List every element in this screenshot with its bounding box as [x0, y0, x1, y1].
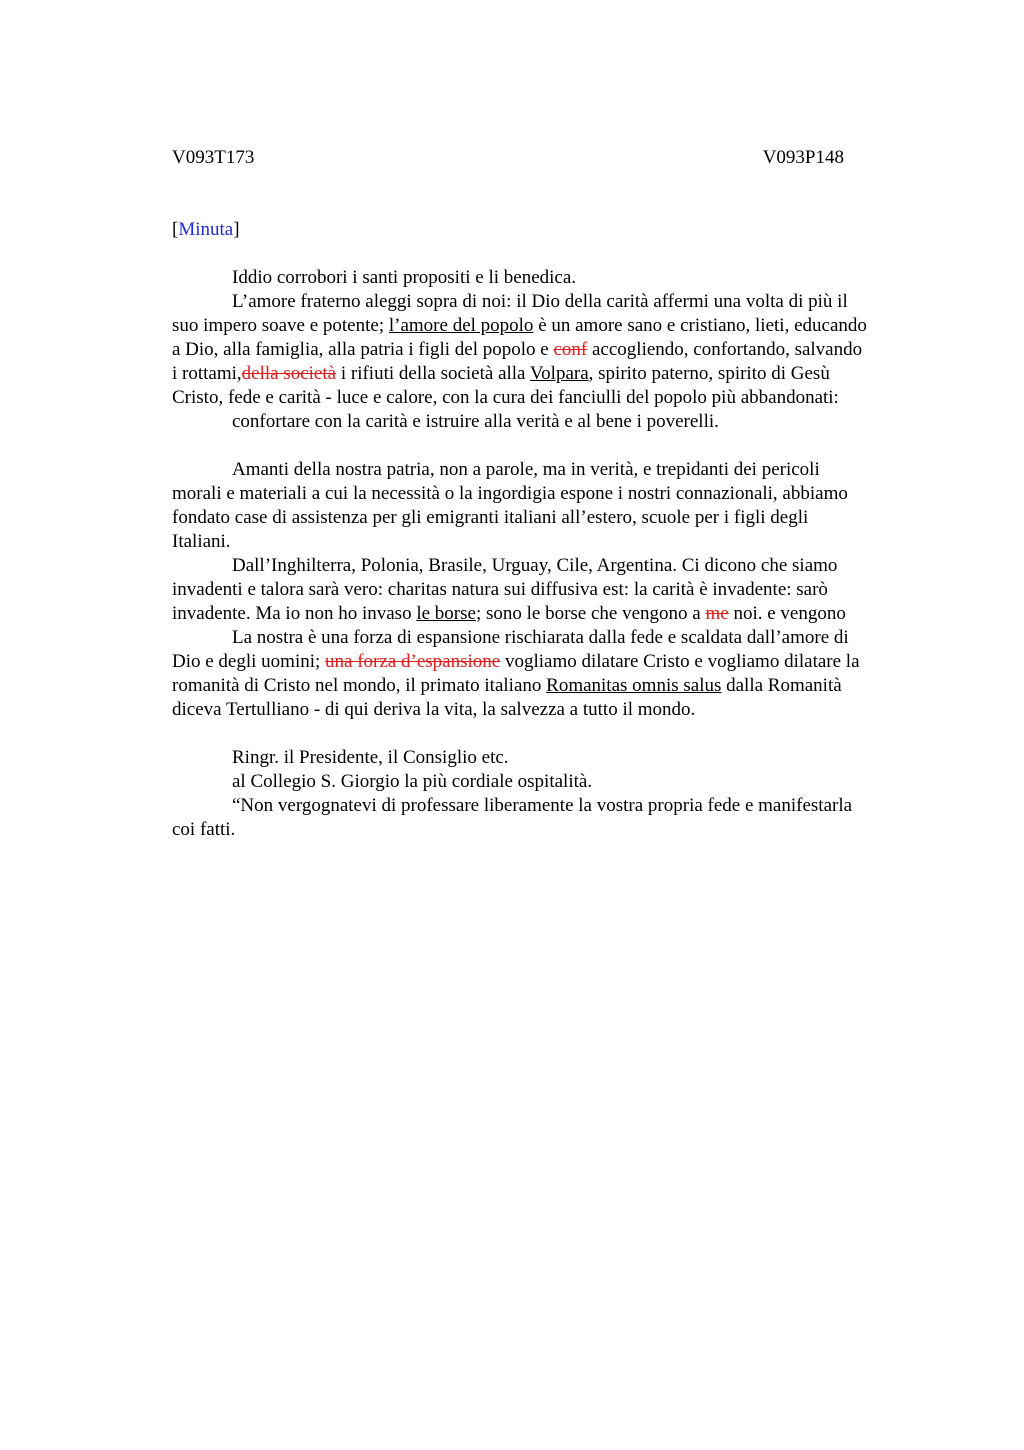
label-text: Minuta — [178, 219, 234, 240]
paragraph-4 — [172, 458, 932, 554]
p4-line-4: Italiani. — [172, 531, 231, 552]
underlined-text: l’amore del popolo — [388, 315, 534, 336]
paragraph-8: al Collegio S. Giorgio la più cordiale ospitalità. — [232, 771, 593, 792]
p4-line-2: morali e materiali a cui la necessità o la ingordigia espone i nostri connazionali, abbiamo — [172, 483, 848, 504]
p5-line-3 — [172, 602, 932, 626]
underlined-text: le borse — [416, 603, 476, 624]
label-bracket-open: [ — [172, 219, 179, 240]
paragraph-3: confortare con la carità e istruire alla verità e al bene i poverelli. — [232, 411, 719, 432]
p5-line-1: Dall’Inghilterra, Polonia, Brasile, Urguay, Cile, Argentina. Ci dicono che siamo — [232, 555, 838, 576]
underlined-text: Romanitas omnis salus — [546, 675, 722, 696]
paragraph-6 — [172, 626, 932, 722]
paragraph-gap — [172, 434, 932, 458]
text-run: vogliamo dilatare Cristo e vogliamo dilatare la — [500, 651, 860, 672]
p6-line-4: diceva Tertulliano - di qui deriva la vita, la salvezza a tutto il mondo. — [172, 699, 696, 720]
paragraph-5 — [172, 554, 932, 626]
text-run: , spirito paterno, spirito di Gesù — [588, 363, 830, 384]
p2-line-1: L’amore fraterno aleggi sopra di noi: il Dio della carità affermi una volta di più il — [232, 291, 848, 312]
text-run: ; sono le borse che vengono a — [475, 603, 706, 624]
text-run: invadente. Ma io non ho invaso — [172, 603, 417, 624]
p9-line-2: coi fatti. — [172, 819, 236, 840]
deleted-text: una forza d’espansione — [325, 651, 501, 672]
p6-line-2 — [172, 650, 932, 674]
paragraph-1: Iddio corrobori i santi propositi e li benedica. — [232, 267, 577, 288]
page-header — [172, 146, 844, 170]
p2-line-3 — [172, 338, 932, 362]
paragraph-9 — [172, 794, 932, 842]
deleted-text: me — [705, 603, 729, 624]
document-code-left: V093T173 — [172, 147, 255, 168]
label-bracket-close: ] — [233, 219, 240, 240]
text-run: a Dio, alla famiglia, alla patria i figli del popolo e — [172, 339, 554, 360]
p5-line-2: invadenti e talora sarà vero: charitas natura sui diffusiva est: la carità è invadente: sarò — [172, 579, 828, 600]
p2-line-5: Cristo, fede e carità - luce e calore, con la cura dei fanciulli del popolo più abbandonati: — [172, 387, 839, 408]
underlined-text: Volpara — [529, 363, 589, 384]
document-body — [172, 266, 932, 842]
text-run: i rifiuti della società alla — [336, 363, 530, 384]
p2-line-4 — [172, 362, 932, 386]
p2-line-2 — [172, 314, 932, 338]
text-run: Dio e degli uomini; — [172, 651, 326, 672]
text-run: dalla Romanità — [721, 675, 842, 696]
document-code-right: V093P148 — [762, 147, 844, 168]
text-run: romanità di Cristo nel mondo, il primato italiano — [172, 675, 547, 696]
text-run: suo impero soave e potente; — [172, 315, 389, 336]
section-label — [172, 218, 240, 242]
p6-line-1: La nostra è una forza di espansione rischiarata dalla fede e scaldata dall’amore di — [232, 627, 849, 648]
p4-line-1: Amanti della nostra patria, non a parole, ma in verità, e trepidanti dei pericoli — [232, 459, 820, 480]
text-run: noi. e vengono — [728, 603, 846, 624]
p6-line-3 — [172, 674, 932, 698]
p4-line-3: fondato case di assistenza per gli emigranti italiani all’estero, scuole per i figli degli — [172, 507, 809, 528]
deleted-text: della società — [241, 363, 337, 384]
paragraph-gap — [172, 722, 932, 746]
text-run: accogliendo, confortando, salvando — [587, 339, 863, 360]
paragraph-2 — [172, 290, 932, 410]
text-run: è un amore sano e cristiano, lieti, educando — [533, 315, 867, 336]
deleted-text: conf — [553, 339, 588, 360]
text-run: i rottami, — [172, 363, 242, 384]
paragraph-7: Ringr. il Presidente, il Consiglio etc. — [232, 747, 509, 768]
p9-line-1: “Non vergognatevi di professare liberamente la vostra propria fede e manifestarla — [232, 795, 853, 816]
